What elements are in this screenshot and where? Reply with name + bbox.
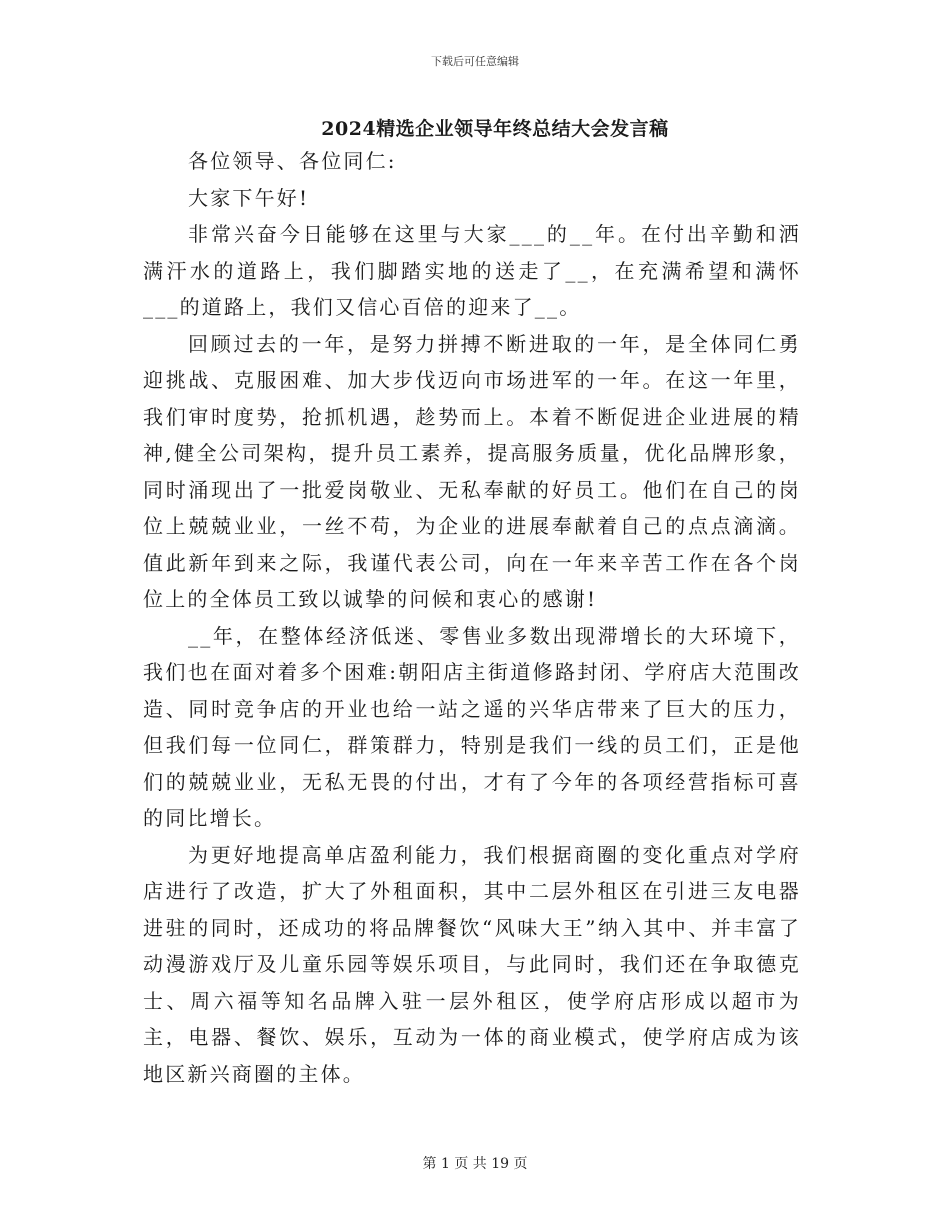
paragraph-greeting: 大家下午好! <box>188 185 310 210</box>
document-title: 2024精选企业领导年终总结大会发言稿 <box>321 118 669 140</box>
paragraph-salutation: 各位领导、各位同仁: <box>188 149 397 173</box>
paragraph-opening: 非常兴奋今日能够在这里与大家___的__年。在付出辛勤和洒满汗水的道路上，我们脚踏实地的送走了__，在充满希望和满怀___的道路上，我们又信心百倍的迎来了__。 <box>143 222 801 319</box>
paragraph-review: 回顾过去的一年，是努力拼搏不断进取的一年，是全体同仁勇迎挑战、克服困难、加大步伐迈向市场进军的一年。在这一年里，我们审时度势，抢抓机遇，趁势而上。本着不断促进企业进展的精神,健全公司架构，提升员工素养，提高服务质量，优化品牌形象，同时涌现出了一批爱岗敬业、无私奉献的好员工。他们在自己的岗位上兢兢业业，一丝不苟，为企业的进展奉献着自己的点点滴滴。值此新年到来之际，我谨代表公司，向在一年来辛苦工作在各个岗位上的全体员工致以诚挚的问候和衷心的感谢! <box>143 331 801 611</box>
header-note: 下载后可任意编辑 <box>431 55 519 68</box>
paragraph-renovation: 为更好地提高单店盈利能力，我们根据商圈的变化重点对学府店进行了改造，扩大了外租面积，其中二层外租区在引进三友电器进驻的同时，还成功的将品牌餐饮“风味大王”纳入其中、并丰富了动漫游戏厅及儿童乐园等娱乐项目，与此同时，我们还在争取德克士、周六福等知名品牌入驻一层外租区，使学府店形成以超市为主，电器、餐饮、娱乐，互动为一体的商业模式，使学府店成为该地区新兴商圈的主体。 <box>143 842 801 1086</box>
document-body <box>143 143 801 1092</box>
paragraph-challenges: __年，在整体经济低迷、零售业多数出现滞增长的大环境下，我们也在面对着多个困难:朝阳店主街道修路封闭、学府店大范围改造、同时竞争店的开业也给一站之遥的兴华店带来了巨大的压力，但我们每一位同仁，群策群力，特别是我们一线的员工们，正是他们的兢兢业业，无私无畏的付出，才有了今年的各项经营指标可喜的同比增长。 <box>143 623 801 830</box>
page-number: 第 1 页 共 19 页 <box>422 1156 528 1172</box>
